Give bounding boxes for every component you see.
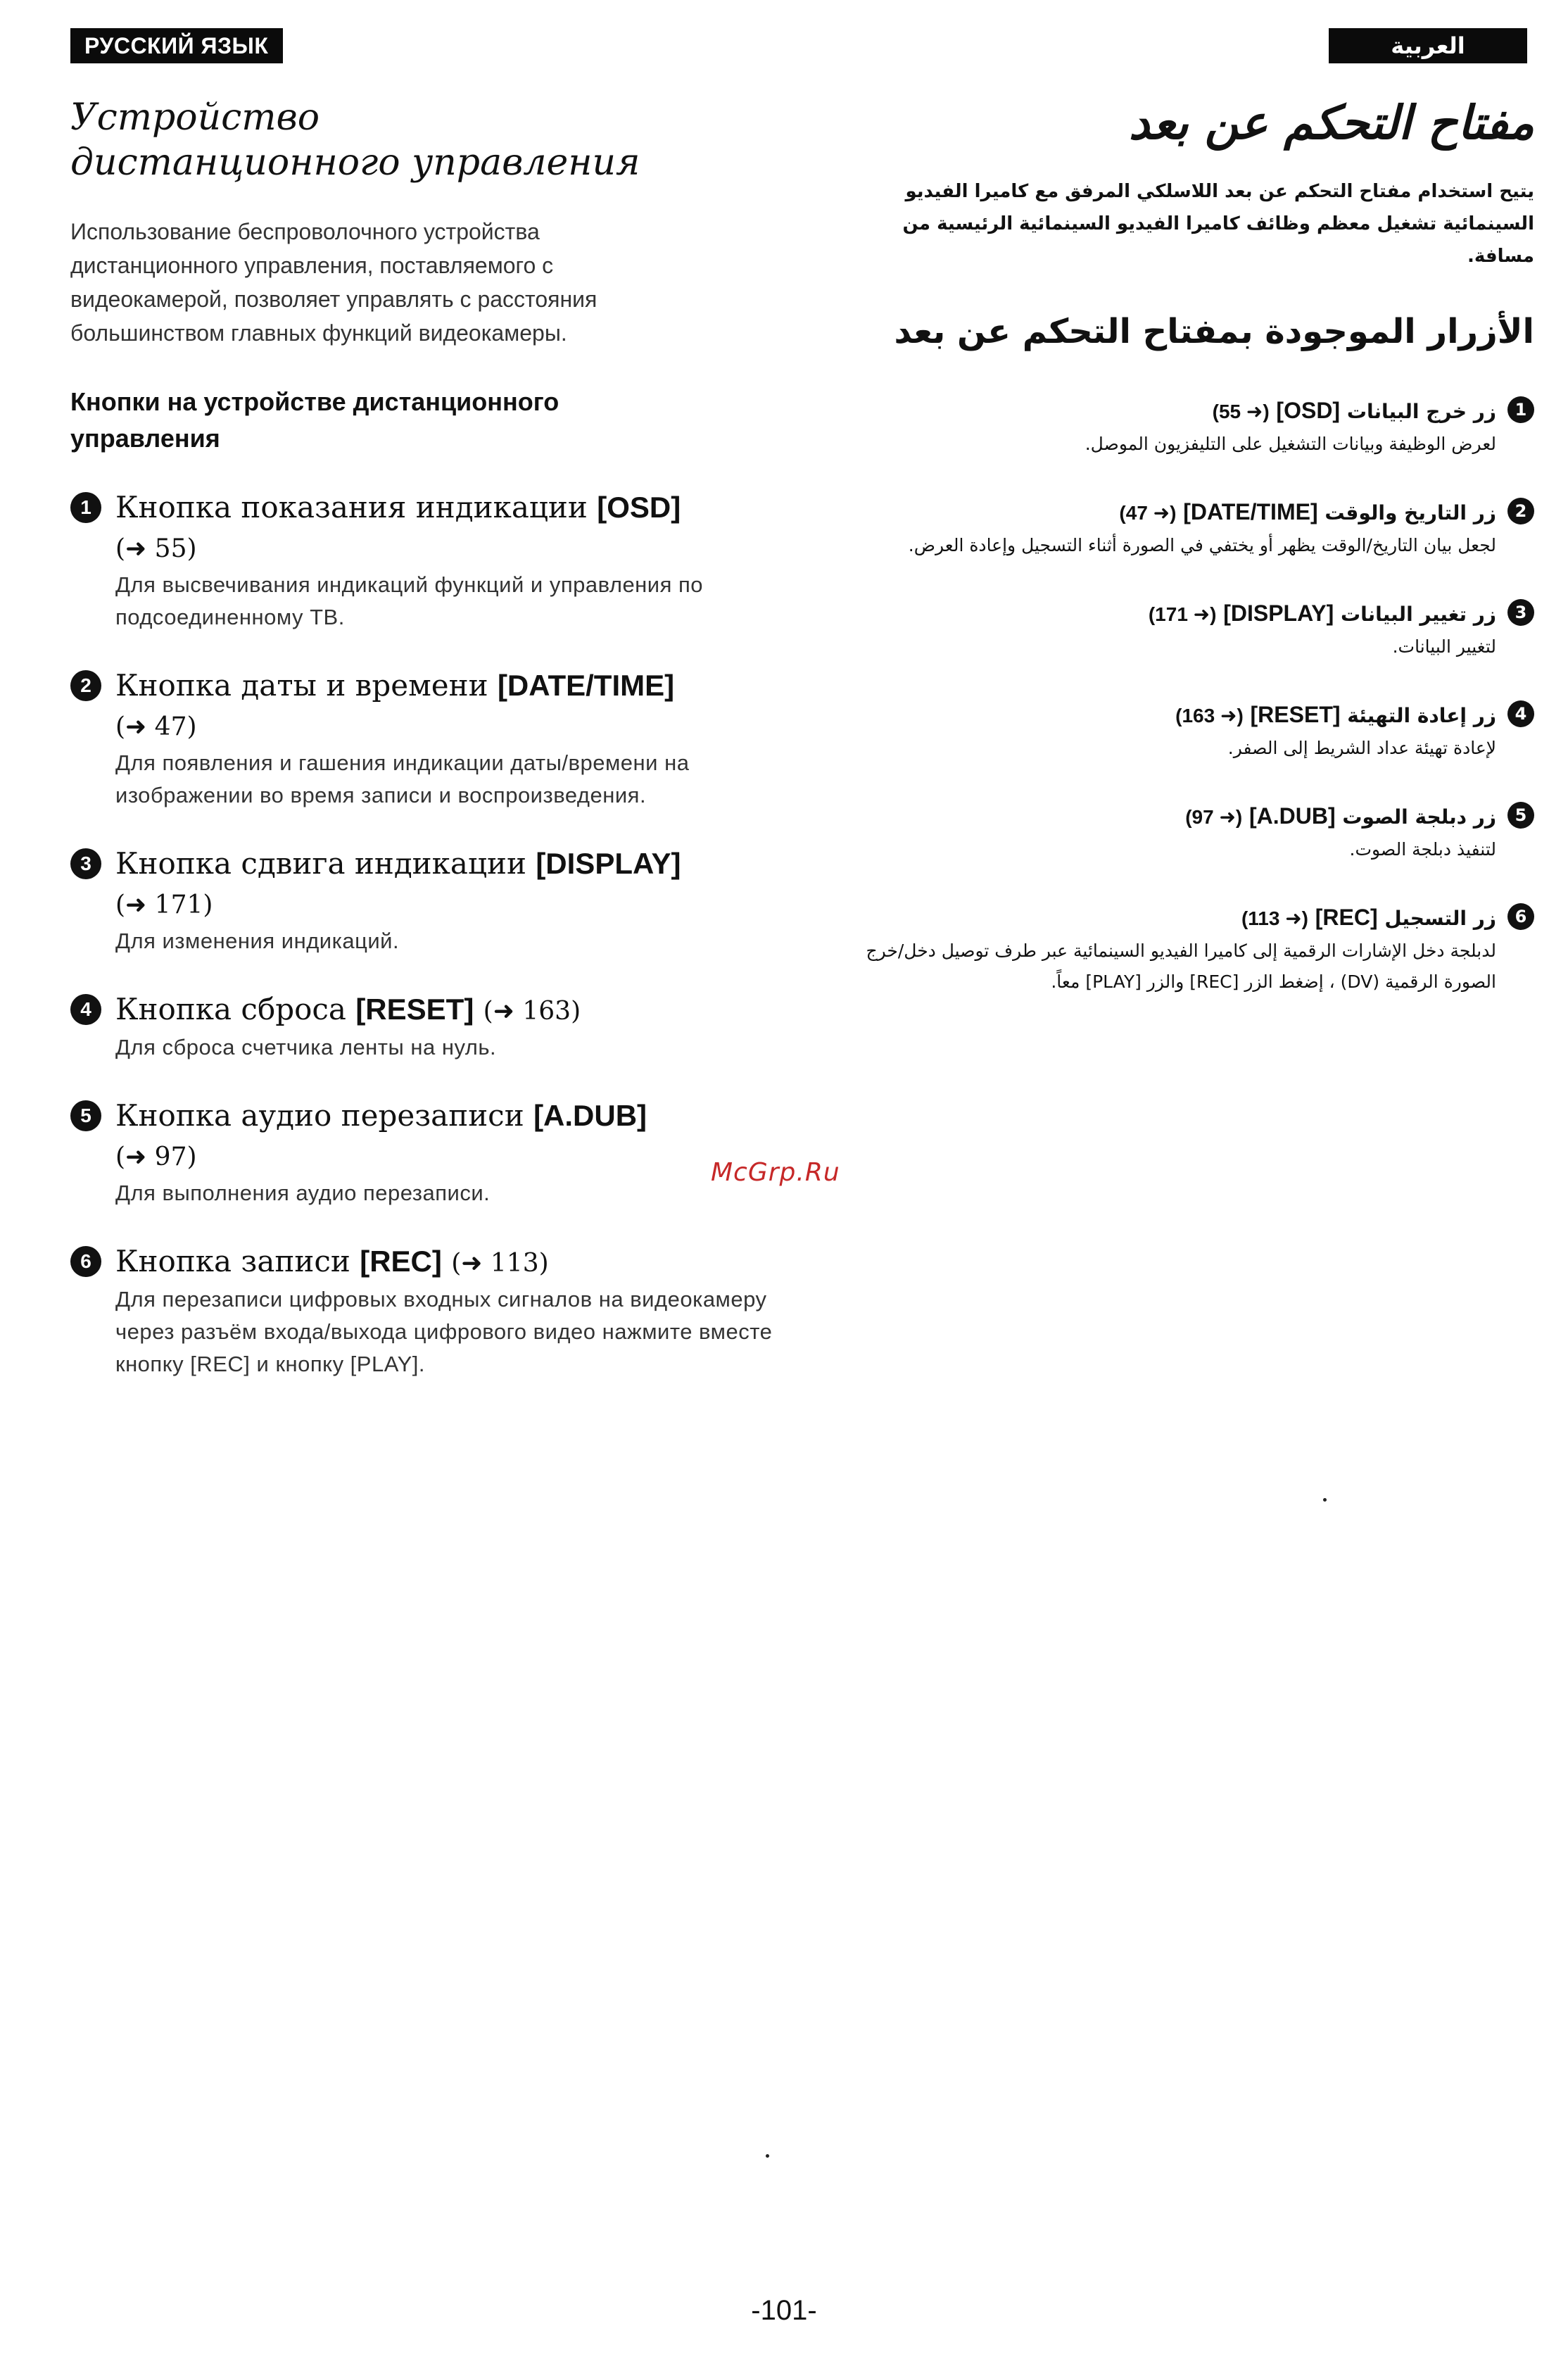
- arabic-subheading: الأزرار الموجودة بمفتاح التحكم عن بعد: [894, 312, 1534, 351]
- list-item: [859, 900, 1534, 998]
- russian-subheading: Кнопки на устройстве дистанционного управления: [70, 387, 559, 453]
- item-page-ref: (97 ➜): [1185, 806, 1243, 828]
- item-title: Кнопка показания индикации: [115, 490, 598, 524]
- item-page-ref: (➜ 113): [451, 1248, 549, 1278]
- arrow-right-icon: ➜: [125, 712, 147, 741]
- item-heading: [859, 799, 1496, 834]
- arabic-button-list: [859, 394, 1534, 998]
- arrow-right-icon: ➜: [125, 890, 147, 919]
- item-number-badge: 4: [1507, 700, 1534, 727]
- arabic-language-label: العربية: [1329, 28, 1527, 63]
- arabic-intro: يتيح استخدام مفتاح التحكم عن بعد اللاسلكي المرفق مع كاميرا الفيديو السينمائية تشغيل معظم وظائف كاميرا الفيديو السينمائية الرئيسية من مسافة.: [902, 181, 1534, 267]
- list-item: [70, 1242, 791, 1381]
- item-description: Для выполнения аудио перезаписи.: [115, 1181, 491, 1205]
- item-title: زر التسجيل: [1377, 907, 1496, 930]
- list-item: [70, 1096, 791, 1209]
- russian-title: Устройство дистанционного управления: [70, 96, 640, 184]
- item-page-ref: (➜ 171): [115, 890, 213, 919]
- scan-speck: [1323, 1498, 1327, 1502]
- item-page-number: 55: [154, 534, 187, 563]
- item-button-name: [REC]: [360, 1245, 442, 1278]
- item-number-badge: 1: [1507, 396, 1534, 423]
- item-number-badge: 5: [1507, 802, 1534, 829]
- item-description: Для появления и гашения индикации даты/времени на изображении во время записи и воспроизведения.: [115, 750, 690, 807]
- item-heading: [115, 1242, 791, 1283]
- item-button-name: [OSD]: [597, 491, 681, 524]
- item-page-ref: (47 ➜): [1119, 502, 1177, 524]
- page-number: -101-: [751, 2295, 817, 2326]
- item-description: Для высвечивания индикаций функций и управления по подсоединенному ТВ.: [115, 572, 704, 629]
- list-item: [70, 990, 791, 1064]
- watermark-text: McGrp.Ru: [711, 1158, 840, 1187]
- item-heading: [115, 488, 791, 569]
- item-number-badge: 1: [70, 492, 101, 523]
- item-heading: [859, 394, 1496, 429]
- item-page-ref: (55 ➜): [1212, 401, 1270, 422]
- item-button-name: [A.DUB]: [533, 1099, 647, 1132]
- arrow-right-icon: ➜: [493, 996, 514, 1025]
- item-heading: [115, 666, 791, 747]
- item-title: زر دبلجة الصوت: [1335, 805, 1496, 829]
- item-title: Кнопка даты и времени: [115, 668, 498, 703]
- item-heading: [115, 844, 791, 925]
- list-item: [859, 394, 1534, 460]
- russian-button-list: [70, 488, 773, 1381]
- russian-language-label: РУССКИЙ ЯЗЫК: [70, 28, 283, 63]
- list-item: [70, 844, 791, 957]
- scan-speck: [766, 2154, 769, 2158]
- item-page-number: 163: [522, 997, 571, 1026]
- item-number-badge: 3: [70, 848, 101, 879]
- item-title: زر خرج البيانات: [1340, 400, 1496, 423]
- item-description: لتنفيذ دبلجة الصوت.: [1349, 839, 1496, 860]
- item-title: زر إعادة التهيئة: [1340, 704, 1496, 727]
- item-number-badge: 6: [70, 1246, 101, 1277]
- item-page-ref: (➜ 47): [115, 712, 197, 741]
- item-heading: [859, 495, 1496, 530]
- item-page-number: 97: [154, 1143, 187, 1171]
- item-heading: [859, 596, 1496, 631]
- item-page-ref: (171 ➜): [1148, 603, 1217, 625]
- item-page-ref: (➜ 55): [115, 534, 197, 563]
- item-button-name: [A.DUB]: [1249, 803, 1336, 829]
- item-description: Для сброса счетчика ленты на нуль.: [115, 1035, 497, 1059]
- item-number-badge: 2: [1507, 498, 1534, 524]
- item-number-badge: 2: [70, 670, 101, 701]
- item-button-name: [DATE/TIME]: [1183, 499, 1318, 524]
- item-button-name: [OSD]: [1276, 398, 1341, 423]
- item-description: لإعادة تهيئة عداد الشريط إلى الصفر.: [1227, 738, 1496, 758]
- arrow-right-icon: ➜: [125, 534, 147, 562]
- item-title: زر التاريخ والوقت: [1317, 501, 1496, 524]
- list-item: [859, 799, 1534, 865]
- item-button-name: [RESET]: [355, 993, 474, 1026]
- item-number-badge: 3: [1507, 599, 1534, 626]
- item-button-name: [REC]: [1315, 905, 1378, 930]
- list-item: [70, 666, 791, 812]
- list-item: [859, 596, 1534, 662]
- russian-column: [70, 95, 773, 1413]
- item-title: Кнопка сброса: [115, 992, 356, 1026]
- arabic-column: [859, 95, 1534, 1033]
- item-description: Для изменения индикаций.: [115, 929, 400, 953]
- item-button-name: [RESET]: [1250, 702, 1341, 727]
- arabic-title: مفتاح التحكم عن بعد: [1128, 96, 1534, 150]
- list-item: [859, 495, 1534, 561]
- list-item: [859, 698, 1534, 764]
- item-number-badge: 5: [70, 1100, 101, 1131]
- item-heading: [115, 990, 791, 1031]
- item-page-number: 113: [490, 1249, 539, 1278]
- item-button-name: [DISPLAY]: [536, 847, 681, 880]
- item-title: Кнопка записи: [115, 1244, 360, 1278]
- item-page-ref: (113 ➜): [1241, 907, 1308, 929]
- item-page-ref: (➜ 163): [483, 996, 581, 1026]
- arrow-right-icon: ➜: [461, 1248, 483, 1277]
- item-heading: [859, 900, 1496, 936]
- item-page-ref: (➜ 97): [115, 1142, 197, 1171]
- list-item: [70, 488, 791, 634]
- item-heading: [859, 698, 1496, 733]
- item-description: لدبلجة دخل الإشارات الرقمية إلى كاميرا الفيديو السينمائية عبر طرف توصيل دخل/خرج الصورة الرقمية (DV) ، إضغط الزر [REC] والزر [PLAY] معاً.: [866, 941, 1496, 992]
- arrow-right-icon: ➜: [125, 1142, 147, 1171]
- item-page-number: 171: [154, 891, 203, 919]
- item-description: لعرض الوظيفة وبيانات التشغيل على التليفزيون الموصل.: [1085, 434, 1496, 454]
- item-description: لجعل بيان التاريخ/الوقت يظهر أو يختفي في الصورة أثناء التسجيل وإعادة العرض.: [908, 535, 1496, 555]
- item-title: Кнопка сдвига индикации: [115, 846, 536, 881]
- item-page-number: 47: [154, 712, 187, 741]
- item-title: Кнопка аудио перезаписи: [115, 1098, 534, 1133]
- item-description: Для перезаписи цифровых входных сигналов на видеокамеру через разъём входа/выхода цифрового видео нажмите вместе кнопку [REC] и кнопку [PLAY].: [115, 1287, 773, 1376]
- russian-intro: Использование беспроволочного устройства дистанционного управления, поставляемого с видеокамерой, позволяет управлять с расстояния большинством главных функций видеокамеры.: [70, 219, 598, 346]
- item-number-badge: 4: [70, 994, 101, 1025]
- item-title: زر تغيير البيانات: [1334, 603, 1496, 626]
- item-button-name: [DATE/TIME]: [497, 669, 675, 702]
- item-description: لتغيير البيانات.: [1392, 636, 1496, 657]
- item-number-badge: 6: [1507, 903, 1534, 930]
- item-page-ref: (163 ➜): [1175, 705, 1244, 727]
- item-button-name: [DISPLAY]: [1223, 600, 1334, 626]
- item-heading: [115, 1096, 791, 1177]
